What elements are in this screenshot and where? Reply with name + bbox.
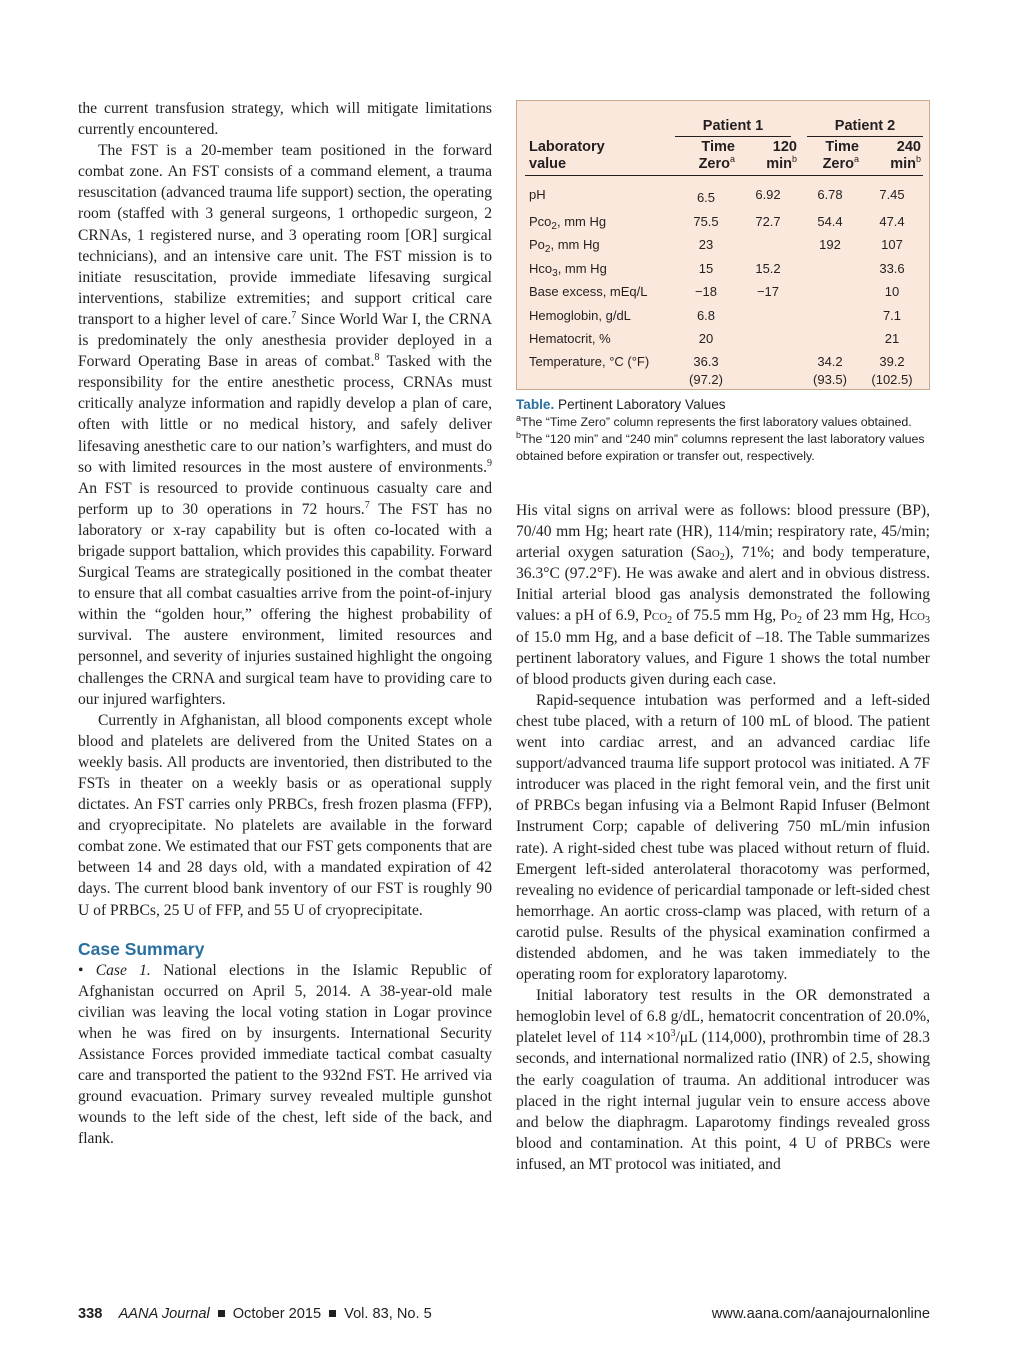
- lab-values-table: [525, 113, 923, 393]
- table-row: [525, 304, 923, 328]
- caption-footnote-b: $^b$The “120 min” and “240 min” columns represent the last laboratory values obtained before expiration or transfer out, respectively.: [516, 430, 925, 463]
- table-cell: [737, 351, 799, 393]
- text-segment: Since World War I, the CRNA is predominately the only anesthesia provider deployed in a Forward Operating Base in areas of combat.: [78, 310, 492, 371]
- table-cell: [737, 233, 799, 257]
- case-label: Case 1.: [95, 961, 151, 979]
- volume-number: Vol. 83, No. 5: [344, 1306, 432, 1322]
- text-segment: The FST has no laboratory or x-ray capability but is often co-located with a brigade support battalion, which provides this capability. Forward Surgical Teams are strategically positioned in the combat theater to ensure that all combat casualties arrive from the point-of-injury within the “golden hour,” offering the highest probability of survival. The austere environment, limited resources and personnel, and severity of injuries sustained highlight the ongoing challenges the CRNA and surgical team have to providing care to our injured warfighters.: [78, 500, 492, 708]
- table-cell: [799, 327, 861, 351]
- table-cell: 10: [884, 284, 900, 300]
- separator-square-icon: [329, 1310, 336, 1317]
- table-cell: 54.4: [817, 213, 843, 229]
- table-cell: 23: [698, 237, 714, 253]
- row-label: Hematocrit, %: [529, 331, 611, 347]
- column-header-p2-time-zero: Time Zero$^a$: [799, 137, 861, 176]
- row-label: Base excess, mEq/L: [529, 284, 648, 300]
- table-cell: 33.6: [879, 260, 905, 276]
- table-cell: 192: [819, 237, 841, 253]
- journal-name: AANA Journal: [118, 1306, 210, 1322]
- row-label: $Po_2$, mm Hg: [529, 237, 600, 256]
- citation-ref: 8: [374, 352, 380, 364]
- page-footer: [78, 1306, 930, 1326]
- table-row: [525, 327, 923, 351]
- caption-title: Table. Pertinent Laboratory Values: [516, 397, 726, 412]
- row-label: Hemoglobin, g/dL: [529, 307, 631, 323]
- table-cell: 20: [698, 331, 714, 347]
- table-cell: 21: [884, 331, 900, 347]
- table-cell: 7.1: [882, 307, 902, 323]
- table-group-header-row: [525, 113, 923, 137]
- table-caption: [516, 396, 934, 465]
- row-label: pH: [529, 187, 546, 203]
- row-label: Hco$_3$, mm Hg: [529, 260, 607, 279]
- table-cell: [737, 304, 799, 328]
- column-header-lab-value: Laboratory value: [525, 137, 675, 176]
- paragraph-intubation: Rapid-sequence intubation was performed and a left-sided chest tube placed, with a return of 100 mL of blood. The patient went into cardiac arrest, and an advanced cardiac life support/advanced trauma life support protocol was initiated. A 7F introducer was placed in the right femoral vein, and the first unit of PRBCs began infusing via a Belmont Rapid Infuser (Belmont Instrument Corp; capable of delivering 750 mL/min infusion rate). A right-sided chest tube was placed without return of fluid. Emergent left-sided anterolateral thoracotomy was performed, revealing no evidence of pericardial tamponade or left-sided chest hemorrhage. An aortic cross-clamp was placed, with return of a carotid pulse. Results of the physical examination confirmed a distended abdomen, and he was taken immediately to the operating room for exploratory laparotomy.: [516, 691, 930, 984]
- left-column: [78, 98, 492, 1150]
- paragraph-vital-signs: His vital signs on arrival were as follows: blood pressure (BP), 70/40 mm Hg; heart rate (HR), 114/min; respiratory rate, 45/min; arterial oxygen saturation (Sao$_2$), 71%; and body temperature, 36.3°C (97.2°F). He was awake and alert and in obvious distress. Initial arterial blood gas analysis demonstrated the following values: a pH of 6.9, Pco$_2$ of 75.5 mm Hg, $Po_2$ of 23 mm Hg, Hco$_3$ of 15.0 mm Hg, and a base deficit of –18. The Table summarizes pertinent laboratory values, and Figure 1 shows the total number of blood products given during each case.: [516, 502, 930, 688]
- paragraph-fst-description: [78, 140, 492, 710]
- citation-ref: 7: [291, 309, 297, 321]
- table-cell: 15: [698, 260, 714, 276]
- page-number: 338: [78, 1306, 103, 1322]
- table-row-temperature: [525, 351, 923, 393]
- paragraph-case-1: [78, 960, 492, 1150]
- group-header-patient-1: Patient 1: [675, 113, 799, 137]
- table-column-header-row: [525, 137, 923, 176]
- right-column: [516, 500, 930, 1175]
- table-cell: 6.5: [696, 190, 716, 206]
- table-cell: [799, 257, 861, 281]
- table-cell: 15.2: [755, 260, 781, 276]
- table-cell: 47.4: [879, 213, 905, 229]
- caption-footnote-a: $^a$The “Time Zero” column represents the first laboratory values obtained.: [516, 413, 912, 429]
- text-segment: Tasked with the responsibility for the entire anesthetic process, CRNAs must critically analyze information and rapidly develop a plan of care, often with little or no medical history, and safely deliver lifesaving anesthetic care to our nation’s warfighters, and must do so with limited resources in the most austere of environments.: [78, 353, 492, 476]
- issue-date: October 2015: [232, 1306, 322, 1322]
- paragraph-blood-components: Currently in Afghanistan, all blood components except whole blood and platelets are delivered from the United States on a weekly basis. All products are inventoried, then distributed to the FSTs in theater on a weekly basis or as operational supply dictates. An FST carries only PRBCs, fresh frozen plasma (FFP), and cryoprecipitate. No platelets are available in the forward combat zone. We estimated that our FST gets components that are between 14 and 28 days old, with a mandated expiration of 42 days. The current blood bank inventory of our FST is roughly 90 U of PRBCs, 25 U of FFP, and 55 U of cryoprecipitate.: [78, 711, 492, 919]
- table-row: [525, 257, 923, 281]
- table-row: [525, 176, 923, 210]
- journal-url-link[interactable]: www.aana.com/aanajournalonline: [711, 1306, 930, 1322]
- footer-citation: [78, 1306, 432, 1322]
- table-cell: [799, 280, 861, 304]
- text-segment: The FST is a 20-member team positioned in the forward combat zone. An FST consists of a command element, a trauma resuscitation (advanced trauma life support) section, the operating room (staffed with 3 general surgeons, 1 orthopedic surgeon, 2 CRNAs, 1 registered nurse, and 3 operating room [OR] surgical technicians), and an intensive care unit. The FST mission is to initiate resuscitation, provide immediate lifesaving surgical interventions, stabilize extremities; and support critical care transport to a higher level of care.: [78, 142, 492, 328]
- text-segment: An FST is resourced to provide continuous casualty care and perform up to 30 operations in 72 hours.: [78, 479, 492, 518]
- table-cell: [737, 327, 799, 351]
- citation-ref: 9: [487, 457, 492, 469]
- table-cell: 39.2 (102.5): [871, 353, 913, 387]
- table-row: [525, 210, 923, 234]
- table-cell: 75.5: [693, 213, 719, 229]
- group-header-patient-2: Patient 2: [799, 113, 923, 137]
- table-cell: 107: [881, 237, 903, 253]
- lab-values-table-box: [516, 100, 930, 390]
- table-cell: 34.2 (93.5): [813, 353, 847, 387]
- column-header-p1-120-min: 120 $\min^b$: [737, 137, 799, 176]
- table-cell: 72.7: [755, 213, 781, 229]
- row-label: Temperature, °C (°F): [529, 353, 650, 369]
- table-row: [525, 280, 923, 304]
- table-cell: 6.8: [696, 307, 716, 323]
- text-segment: National elections in the Islamic Republic of Afghanistan occurred on April 5, 2014. A 38-year-old male civilian was leaving the local voting station in Logar province when he was fired on by insurgents. International Security Assistance Forces provided immediate tactical combat casualty care and transported the patient to the 932nd FST. He arrived via ground evacuation. Primary survey revealed multiple gunshot wounds to the left side of the chest, left side of the back, and flank.: [78, 961, 492, 1148]
- table-cell: [799, 304, 861, 328]
- table-row: [525, 233, 923, 257]
- citation-ref: 7: [364, 499, 370, 511]
- paragraph-continuation: the current transfusion strategy, which will mitigate limitations currently encountered.: [78, 100, 492, 139]
- table-cell: 7.45: [879, 187, 905, 203]
- table-cell: −17: [756, 284, 780, 300]
- section-heading-case-summary: Case Summary: [78, 938, 205, 959]
- row-label: Pco$_2$, mm Hg: [529, 213, 607, 232]
- column-header-p1-time-zero: Time Zero$^a$: [675, 137, 737, 176]
- table-cell: 6.92: [755, 187, 781, 203]
- paragraph-lab-results: Initial laboratory test results in the OR demonstrated a hemoglobin level of 6.8 g/dL, hematocrit concentration of 20.0%, platelet level of $114 \times 10^3/\mu L$ (114,000), prothrombin time of 28.3 seconds, and international normalized ratio (INR) of 2.5, showing the early coagulation of trauma. An additional introducer was placed in the right internal jugular vein to ensure access above and below the diaphragm. Laparotomy findings revealed gross blood and contamination. At this point, 4 U of PRBCs were infused, an MT protocol was initiated, and: [516, 987, 930, 1173]
- column-header-p2-240-min: 240 $\min^b$: [861, 137, 923, 176]
- table-cell: 6.78: [817, 187, 843, 203]
- table-cell: 36.3 (97.2): [689, 353, 723, 387]
- table-cell: −18: [694, 284, 718, 300]
- separator-square-icon: [218, 1310, 225, 1317]
- bullet: •: [78, 961, 96, 979]
